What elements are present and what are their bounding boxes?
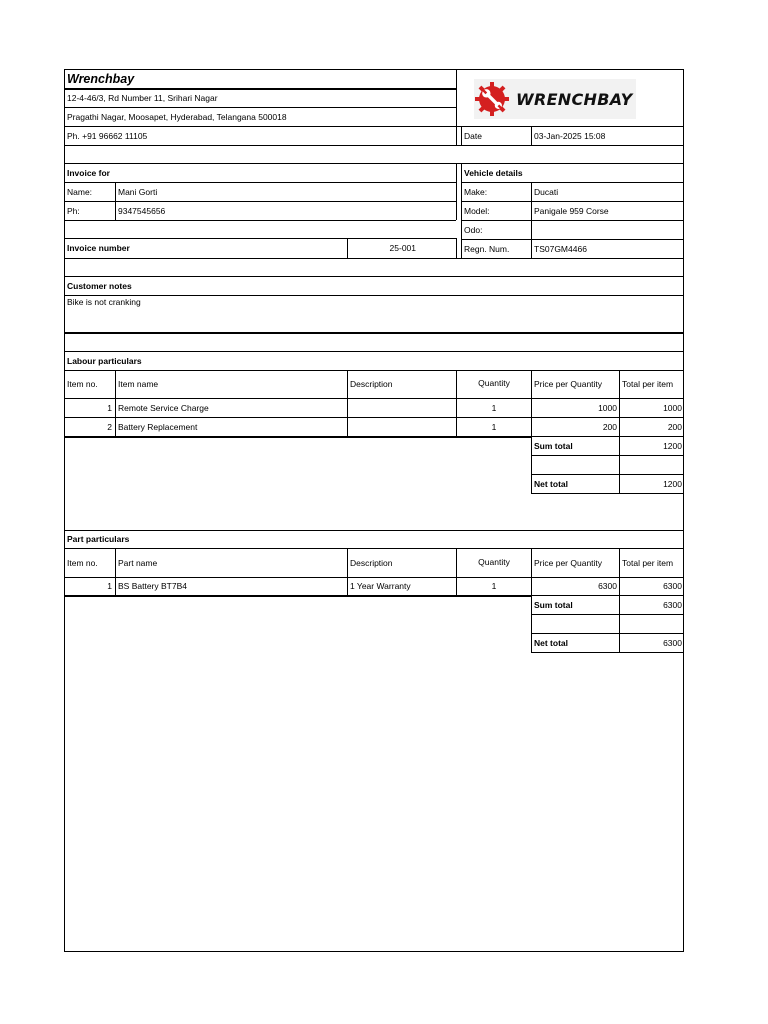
table-row: 2 [107, 422, 112, 432]
invoice-number: 25-001 [389, 243, 416, 253]
parts-sum-label: Sum total [534, 600, 573, 610]
labour-sum-value: 1200 [663, 441, 682, 451]
part-description: 1 Year Warranty [350, 581, 411, 591]
parts-header-quantity: Quantity [478, 557, 510, 567]
parts-title: Part particulars [67, 534, 130, 544]
labour-item-price: 200 [602, 422, 617, 432]
name-label: Name: [67, 187, 93, 197]
labour-item-total: 1000 [663, 403, 682, 413]
customer-notes-text: Bike is not cranking [67, 297, 141, 307]
labour-net-label: Net total [534, 479, 568, 489]
labour-header-total: Total per item [622, 379, 674, 389]
parts-header-item-no: Item no. [67, 558, 98, 568]
odo-label: Odo: [464, 225, 483, 235]
parts-header-total: Total per item [622, 558, 674, 568]
labour-title: Labour particulars [67, 356, 142, 366]
vehicle-model: Panigale 959 Corse [534, 206, 609, 216]
parts-header-description: Description [350, 558, 393, 568]
customer-phone: 9347545656 [118, 206, 166, 216]
invoice-number-label: Invoice number [67, 243, 130, 253]
make-label: Make: [464, 187, 488, 197]
labour-item-quantity: 1 [491, 403, 497, 413]
labour-header-item-no: Item no. [67, 379, 98, 389]
parts-sum-value: 6300 [663, 600, 682, 610]
labour-item-name: Remote Service Charge [118, 403, 209, 413]
table-row: 1 [107, 581, 112, 591]
vehicle-odo [532, 221, 682, 239]
labour-header-item-name: Item name [118, 379, 159, 389]
company-name: Wrenchbay [67, 72, 135, 86]
labour-item-quantity: 1 [491, 422, 497, 432]
company-phone: Ph. +91 96662 11105 [67, 131, 148, 141]
address-line-2: Pragathi Nagar, Moosapet, Hyderabad, Telangana 500018 [67, 112, 287, 122]
parts-net-value: 6300 [663, 638, 682, 648]
wrench-gear-icon [474, 81, 510, 117]
regn-label: Regn. Num. [464, 244, 510, 254]
invoice-for-title: Invoice for [67, 168, 110, 178]
date-label: Date [464, 131, 482, 141]
vehicle-details-title: Vehicle details [464, 168, 523, 178]
labour-sum-label: Sum total [534, 441, 573, 451]
logo-text: WRENCHBAY [516, 89, 633, 109]
labour-item-total: 200 [667, 422, 682, 432]
labour-header-price: Price per Quantity [534, 379, 603, 389]
labour-net-value: 1200 [663, 479, 682, 489]
part-price: 6300 [598, 581, 617, 591]
parts-header-price: Price per Quantity [534, 558, 603, 568]
address-line-1: 12-4-46/3, Rd Number 11, Srihari Nagar [67, 93, 218, 103]
parts-net-label: Net total [534, 638, 568, 648]
part-total: 6300 [663, 581, 682, 591]
company-logo [474, 79, 636, 119]
table-row: 1 [107, 403, 112, 413]
customer-name: Mani Gorti [118, 187, 158, 197]
vehicle-make: Ducati [534, 187, 559, 197]
parts-header-part-name: Part name [118, 558, 158, 568]
part-quantity: 1 [491, 581, 497, 591]
phone-label: Ph: [67, 206, 80, 216]
vehicle-regn: TS07GM4466 [534, 244, 587, 254]
labour-item-description [348, 399, 454, 417]
labour-item-description [348, 418, 454, 436]
labour-item-price: 1000 [598, 403, 617, 413]
date-value: 03-Jan-2025 15:08 [534, 131, 606, 141]
model-label: Model: [464, 206, 490, 216]
labour-item-name: Battery Replacement [118, 422, 198, 432]
labour-header-description: Description [350, 379, 393, 389]
part-name: BS Battery BT7B4 [118, 581, 187, 591]
customer-notes-title: Customer notes [67, 281, 132, 291]
labour-header-quantity: Quantity [478, 378, 510, 388]
